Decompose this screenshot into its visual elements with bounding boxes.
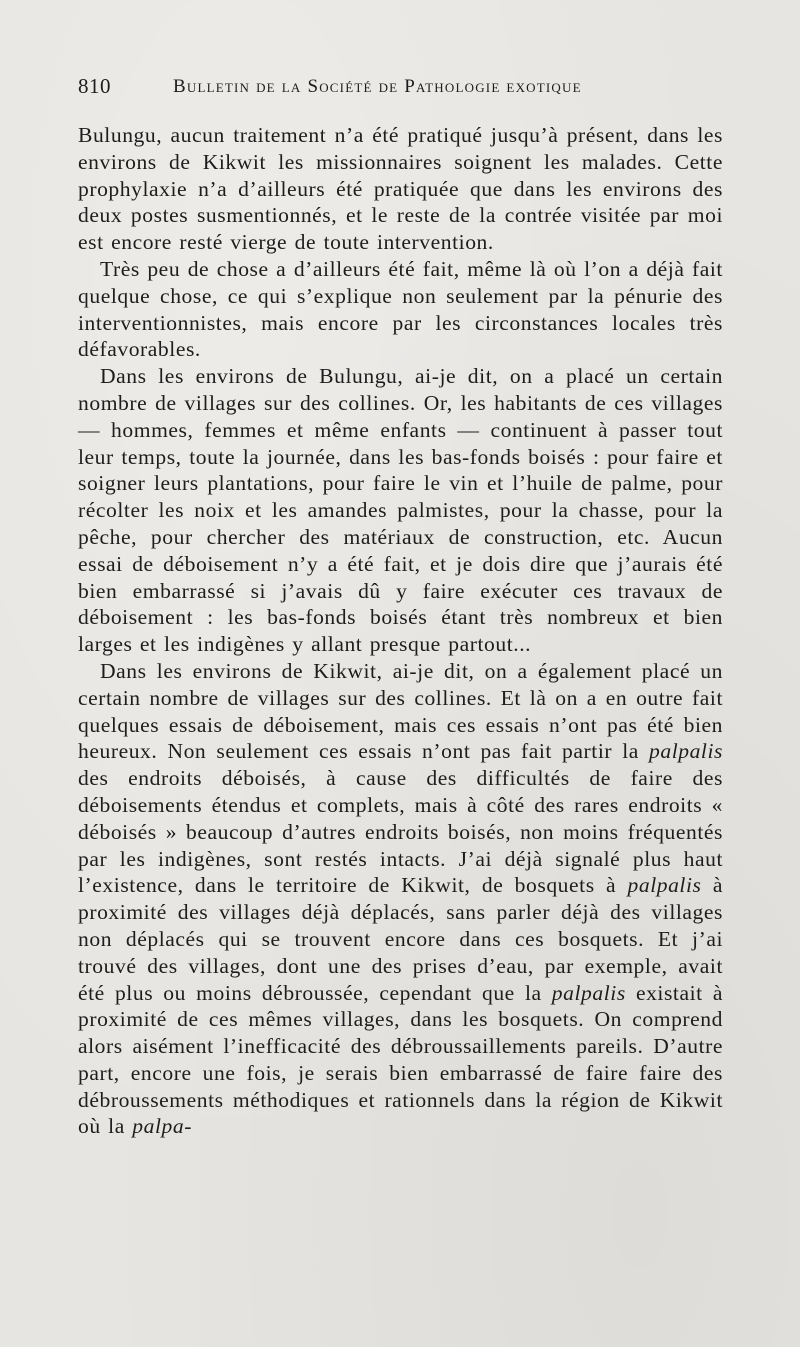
text-run: à proximité des villages déjà déplacés, sans parler déjà des villages non déplacés qui se trouvent encore dans ces bosquets. Et j’ai trouvé des villages, dont une des prises d’eau, par exemple, avait été plus ou moins débroussée, cependant que la: [78, 873, 723, 1005]
body-text: [78, 122, 723, 1140]
italic-term: palpalis: [649, 739, 723, 764]
running-head: [78, 74, 728, 104]
text-run: existait à proximité de ces mêmes villages, dans les bosquets. On comprend alors aisément l’inefficacité des débroussaillements pareils. D’autre part, encore une fois, je serais bien embarrassé de faire faire des débroussements méthodiques et rationnels dans la région de Kikwit où la: [78, 980, 723, 1139]
italic-term: palpalis: [627, 873, 702, 898]
text-run: Dans les environs de Kikwit, ai-je dit, on a également placé un certain nombre de villages sur des collines. Et là on a en outre fait quelques essais de déboisement, mais ces essais n’ont pas été bien heureux. Non seulement ces essais n’ont pas fait partir la: [78, 658, 723, 764]
paragraph: [78, 363, 723, 658]
italic-term: palpalis: [551, 980, 626, 1005]
text-run: Très peu de chose a d’ailleurs été fait, même là où l’on a déjà fait quelque chose, ce qui s’explique non seulement par la pénurie des interventionnistes, mais encore par les circonstances locales très défavorables.: [78, 256, 723, 362]
text-run: Bulungu, aucun traitement n’a été pratiqué jusqu’à présent, dans les environs de Kikwit les missionnaires soignent les malades. Cette prophylaxie n’a d’ailleurs été pratiquée que dans les environs des deux postes susmentionnés, et le reste de la contrée visitée par moi est encore resté vierge de toute intervention.: [78, 123, 723, 255]
italic-term: palpa-: [132, 1114, 192, 1139]
text-run: Dans les environs de Bulungu, ai-je dit, on a placé un certain nombre de villages sur des collines. Or, les habitants de ces villages — hommes, femmes et même enfants — continuent à passer tout leur temps, toute la journée, dans les bas-fonds boisés : pour faire et soigner leurs plantations, pour faire le vin et l’huile de palme, pour récolter les noix et les amandes palmistes, pour la chasse, pour la pêche, pour chercher des matériaux de construction, etc. Aucun essai de déboisement n’y a été fait, et je dois dire que j’aurais été bien embarrassé si j’avais dû y faire exécuter ces travaux de déboisement : les bas-fonds boisés étant très nombreux et bien larges et les indigènes y allant presque partout...: [78, 364, 723, 657]
running-title: Bulletin de la Société de Pathologie exotique: [173, 76, 582, 97]
page-number: 810: [78, 74, 111, 98]
paragraph: [78, 256, 723, 363]
text-run: des endroits déboisés, à cause des difficultés de faire des déboisements étendus et complets, mais à côté des rares endroits « déboisés » beaucoup d’autres endroits boisés, non moins fréquentés par les indigènes, sont restés intacts. J’ai déjà signalé plus haut l’existence, dans le territoire de Kikwit, de bosquets à: [78, 766, 723, 898]
paragraph: [78, 122, 723, 256]
paragraph: [78, 658, 723, 1140]
